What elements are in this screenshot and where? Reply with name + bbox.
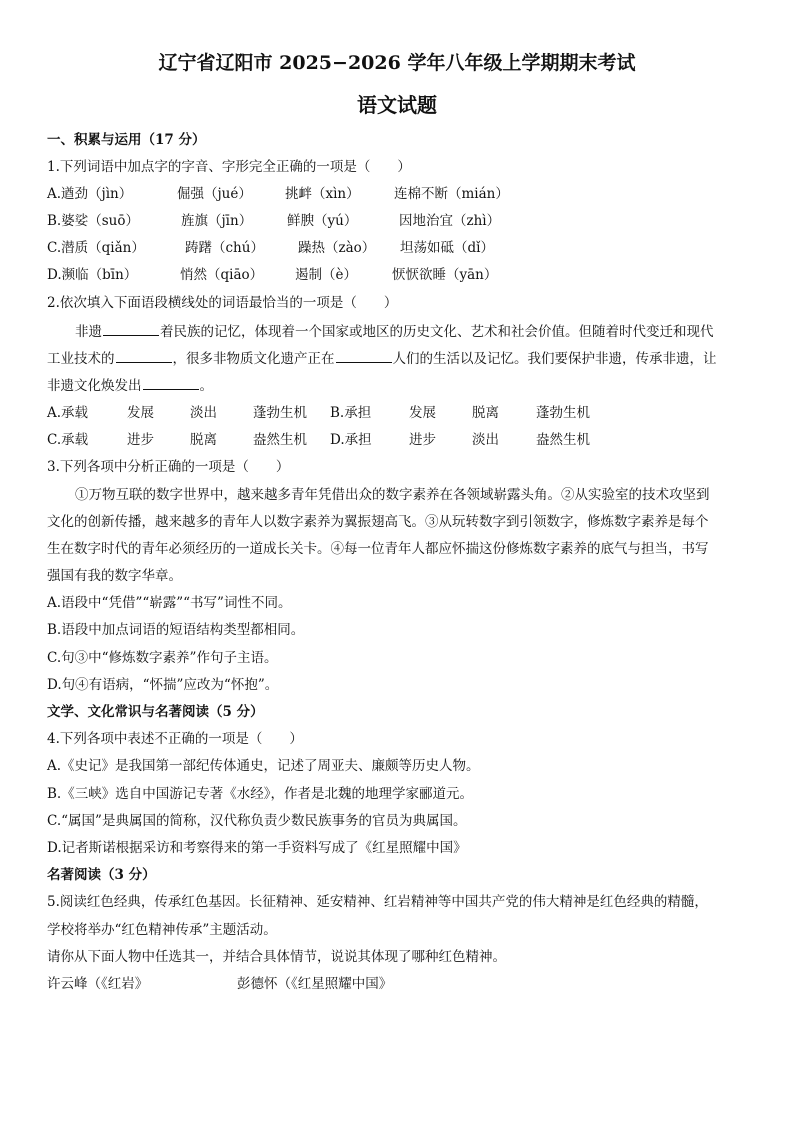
q1-b-1: B.婆娑（suō）	[47, 213, 139, 229]
q5-choice-2: 彭德怀（《红星照耀中国》	[237, 976, 393, 992]
blank-line	[336, 348, 392, 363]
q2-opt: 盎然生机	[536, 432, 590, 448]
q4-stem: 4.下列各项中表述不正确的一项是（ ）	[47, 731, 303, 747]
q2-opt: B.承担	[330, 405, 372, 421]
blank-line	[103, 321, 159, 336]
q1-c-4: 坦荡如砥（dǐ）	[400, 240, 494, 256]
q1-a-2: 倔强（jué）	[177, 186, 252, 202]
q1-d-1: D.濒临（bīn）	[47, 267, 138, 283]
q1-c-3: 躁热（zào）	[298, 240, 376, 256]
q3-option-d: D.句④有语病，“怀揣”应改为“怀抱”。	[47, 677, 279, 693]
q5-instruction: 请你从下面人物中任选其一，并结合具体情节，说说其体现了哪种红色精神。	[47, 949, 506, 965]
q5-paragraph-line-2: 学校将举办“红色精神传承”主题活动。	[47, 922, 277, 938]
section-heading-3: 名著阅读（3 分）	[47, 867, 156, 883]
q3-paragraph-line-3: 生在数字时代的青年必须经历的一道成长关卡。④每一位青年人都应怀揣这份修炼数字素养的底气与担当，书写	[47, 541, 709, 557]
q3-option-c: C.句③中“修炼数字素养”作句子主语。	[47, 650, 278, 666]
q3-stem: 3.下列各项中分析正确的一项是（ ）	[47, 459, 290, 475]
q2-paragraph-line-2	[47, 348, 717, 369]
q1-d-4: 恹恹欲睡（yān）	[392, 267, 498, 283]
q5-paragraph-line-1: 5.阅读红色经典，传承红色基因。长征精神、延安精神、红岩精神等中国共产党的伟大精神是红色经典的精髓，	[47, 894, 708, 910]
q1-b-4: 因地治宜（zhì）	[399, 213, 501, 229]
q3-paragraph-line-4: 强国有我的数字华章。	[47, 568, 182, 584]
q4-option-d: D.记者斯诺根据采访和考察得来的第一手资料写成了《红星照耀中国》	[47, 840, 467, 856]
q2-opt: 蓬勃生机	[253, 405, 307, 421]
blank-line	[143, 375, 199, 390]
q2-opt: D.承担	[330, 432, 372, 448]
q2-opt: 脱离	[472, 405, 499, 421]
q2-paragraph-line-1	[75, 321, 714, 342]
q2-opt: 发展	[409, 405, 436, 421]
q1-d-2: 悄然（qiāo）	[180, 267, 264, 283]
q2-text: 工业技术的	[47, 351, 115, 367]
q2-opt: 盎然生机	[253, 432, 307, 448]
q2-stem: 2.依次填入下面语段横线处的词语最恰当的一项是（ ）	[47, 295, 398, 311]
q1-stem: 1.下列词语中加点字的字音、字形完全正确的一项是（ ）	[47, 159, 411, 175]
q1-c-2: 踌躇（chú）	[185, 240, 264, 256]
q2-opt: 淡出	[472, 432, 499, 448]
q5-choice-1: 许云峰（《红岩》	[47, 976, 149, 992]
q3-option-a: A.语段中“凭借”“崭露”“书写”词性不同。	[47, 595, 292, 611]
q3-option-b: B.语段中加点词语的短语结构类型都相同。	[47, 622, 305, 638]
q1-b-2: 旌旗（jīn）	[181, 213, 253, 229]
q2-opt: 进步	[127, 432, 154, 448]
q4-option-b: B.《三峡》选自中国游记专著《水经》，作者是北魏的地理学家郦道元。	[47, 786, 473, 802]
section-heading-2: 文学、文化常识与名著阅读（5 分）	[47, 704, 264, 720]
q3-paragraph-line-2: 文化的创新传播，越来越多的青年人以数字素养为翼振翅高飞。③从玩转数字到引领数字，修炼数字素养是每个	[47, 514, 709, 530]
section-heading-1: 一、积累与运用（17 分）	[47, 132, 206, 148]
q1-a-3: 挑衅（xìn）	[285, 186, 360, 202]
q2-paragraph-line-3	[47, 375, 213, 396]
q2-text: 着民族的记忆，体现着一个国家或地区的历史文化、艺术和社会价值。但随着时代变迁和现代	[160, 324, 714, 340]
q4-option-a: A.《史记》是我国第一部纪传体通史，记述了周亚夫、廉颇等历史人物。	[47, 758, 480, 774]
q1-d-3: 遏制（è）	[295, 267, 357, 283]
exam-subtitle: 语文试题	[357, 93, 437, 117]
exam-title: 辽宁省辽阳市 2025−2026 学年八年级上学期期末考试	[158, 52, 636, 74]
q2-text: 非遗文化焕发出	[47, 378, 142, 394]
q2-text: 非遗	[75, 324, 102, 340]
q4-option-c: C.“属国”是典属国的简称，汉代称负责少数民族事务的官员为典属国。	[47, 813, 467, 829]
q1-c-1: C.潜质（qiǎn）	[47, 240, 145, 256]
q1-a-1: A.遒劲（jìn）	[47, 186, 133, 202]
q2-opt: 淡出	[190, 405, 217, 421]
q2-text: ，很多非物质文化遗产正在	[172, 351, 335, 367]
blank-line	[116, 348, 172, 363]
q2-opt: A.承载	[47, 405, 89, 421]
q2-opt: 蓬勃生机	[536, 405, 590, 421]
q2-opt: 脱离	[190, 432, 217, 448]
q2-opt: 发展	[127, 405, 154, 421]
q2-text: 人们的生活以及记忆。我们要保护非遗，传承非遗，让	[392, 351, 717, 367]
q1-b-3: 鲜腴（yú）	[287, 213, 358, 229]
q3-paragraph-line-1: ①万物互联的数字世界中，越来越多青年凭借出众的数字素养在各领域崭露头角。②从实验室的技术攻坚到	[75, 487, 710, 503]
q1-a-4: 连棉不断（mián）	[394, 186, 509, 202]
q2-opt: 进步	[409, 432, 436, 448]
q2-text: 。	[199, 378, 213, 394]
q2-opt: C.承载	[47, 432, 89, 448]
